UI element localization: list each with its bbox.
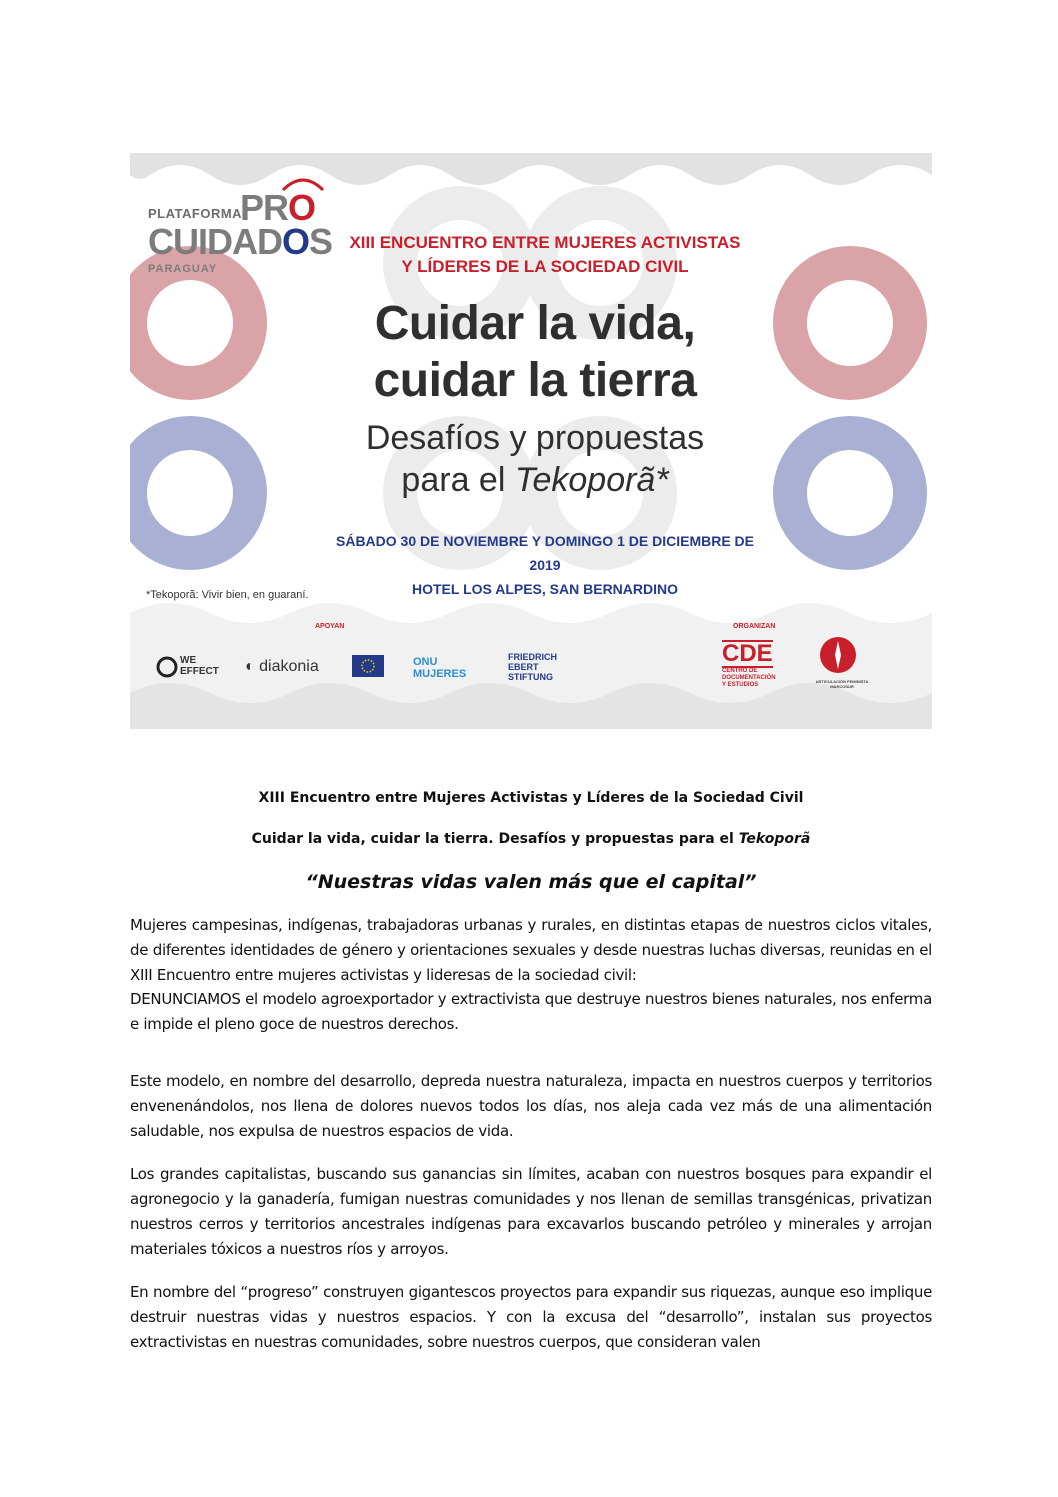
paragraph-3: Este modelo, en nombre del desarrollo, depreda nuestra naturaleza, impacta en nuestros cuerpos y territorios envenenándolos, nos llena de dolores nuevos todos los días, nos aleja cada vez más de una alimentación saludable, nos expulsa de nuestros espacios de vida.	[130, 1072, 932, 1140]
tekopora-footnote: *Tekoporã: Vivir bien, en guaraní.	[146, 589, 309, 601]
eu-flag-icon	[352, 655, 384, 677]
procuidados-logo	[148, 181, 348, 275]
event-name: XIII ENCUENTRO ENTRE MUJERES ACTIVISTAS Y LÍDERES DE LA SOCIEDAD CIVIL	[349, 233, 741, 276]
logo-cuidados: CUIDADOS	[148, 221, 333, 262]
logo-pro: PRO	[240, 187, 316, 228]
ring-red-right	[790, 263, 910, 383]
organizan-label: ORGANIZAN	[733, 623, 776, 630]
event-date-place: SÁBADO 30 DE NOVIEMBRE Y DOMINGO 1 DE DICIEMBRE DE 2019 HOTEL LOS ALPES, SAN BERNARDINO	[336, 533, 754, 597]
we-effect-logo: WE EFFECT	[156, 653, 236, 683]
we-effect-icon	[156, 655, 178, 679]
document-quote: “Nuestras vidas valen más que el capital”	[305, 871, 757, 893]
hero-title: Cuidar la vida, cuidar la tierra	[373, 297, 697, 407]
ring-red-left	[130, 263, 250, 383]
logo-paraguay: PARAGUAY	[148, 263, 218, 275]
ring-blue-right	[790, 433, 910, 553]
paragraph-5: En nombre del “progreso” construyen gigantescos proyectos para expandir sus riquezas, aunque eso implique destruir nuestras vidas y nuestros espacios. Y con la excusa del “desarrollo”, instalan sus proyectos extractivistas en nuestras comunidades, sobre nuestros cuerpos, que consideran valen	[130, 1283, 932, 1351]
document-subheading: Cuidar la vida, cuidar la tierra. Desafíos y propuestas para el Tekoporã	[251, 831, 811, 847]
event-banner	[130, 153, 932, 729]
ring-blue-left	[130, 433, 250, 553]
apoyan-label: APOYAN	[315, 623, 345, 630]
fes-logo: FRIEDRICH EBERT STIFTUNG	[508, 652, 557, 682]
articulacion-feminista-logo: ARTICULACIÓN FEMINISTA MARCOSUR	[810, 631, 870, 691]
diakonia-logo: ◐ diakonia	[245, 658, 319, 675]
diakonia-icon: ◐	[245, 658, 260, 675]
onu-mujeres-logo: ONU MUJERES	[413, 656, 467, 680]
paragraph-2: DENUNCIAMOS el modelo agroexportador y extractivista que destruye nuestros bienes naturales, nos enferma e impide el pleno goce de nuestros derechos.	[130, 990, 932, 1033]
cde-logo: CDE CENTRO DE DOCUMENTACIÓN Y ESTUDIOS	[722, 640, 776, 688]
paragraph-1: Mujeres campesinas, indígenas, trabajadoras urbanas y rurales, en distintas etapas de nuestros ciclos vitales, de diferentes identidades de género y orientaciones sexuales y desde nuestras luchas diversas, reunidas en el XIII Encuentro entre mujeres activistas y lideresas de la sociedad civil:	[130, 916, 932, 984]
paragraph-4: Los grandes capitalistas, buscando sus ganancias sin límites, acaban con nuestros bosques para expandir el agronegocio y la ganadería, fumigan nuestras comunidades y nos llenan de semillas transgénicas, privatizan nuestros cerros y territorios ancestrales indígenas para excavarlos buscando petróleo y minerales y arrojan materiales tóxicos a nuestros ríos y arroyos.	[130, 1165, 932, 1258]
logo-plataforma: PLATAFORMA	[148, 206, 243, 221]
hero-subtitle: Desafíos y propuestas para el Tekoporã*	[365, 419, 705, 499]
articulacion-compass-icon	[810, 631, 870, 679]
document-heading: XIII Encuentro entre Mujeres Activistas y Líderes de la Sociedad Civil	[258, 790, 804, 806]
